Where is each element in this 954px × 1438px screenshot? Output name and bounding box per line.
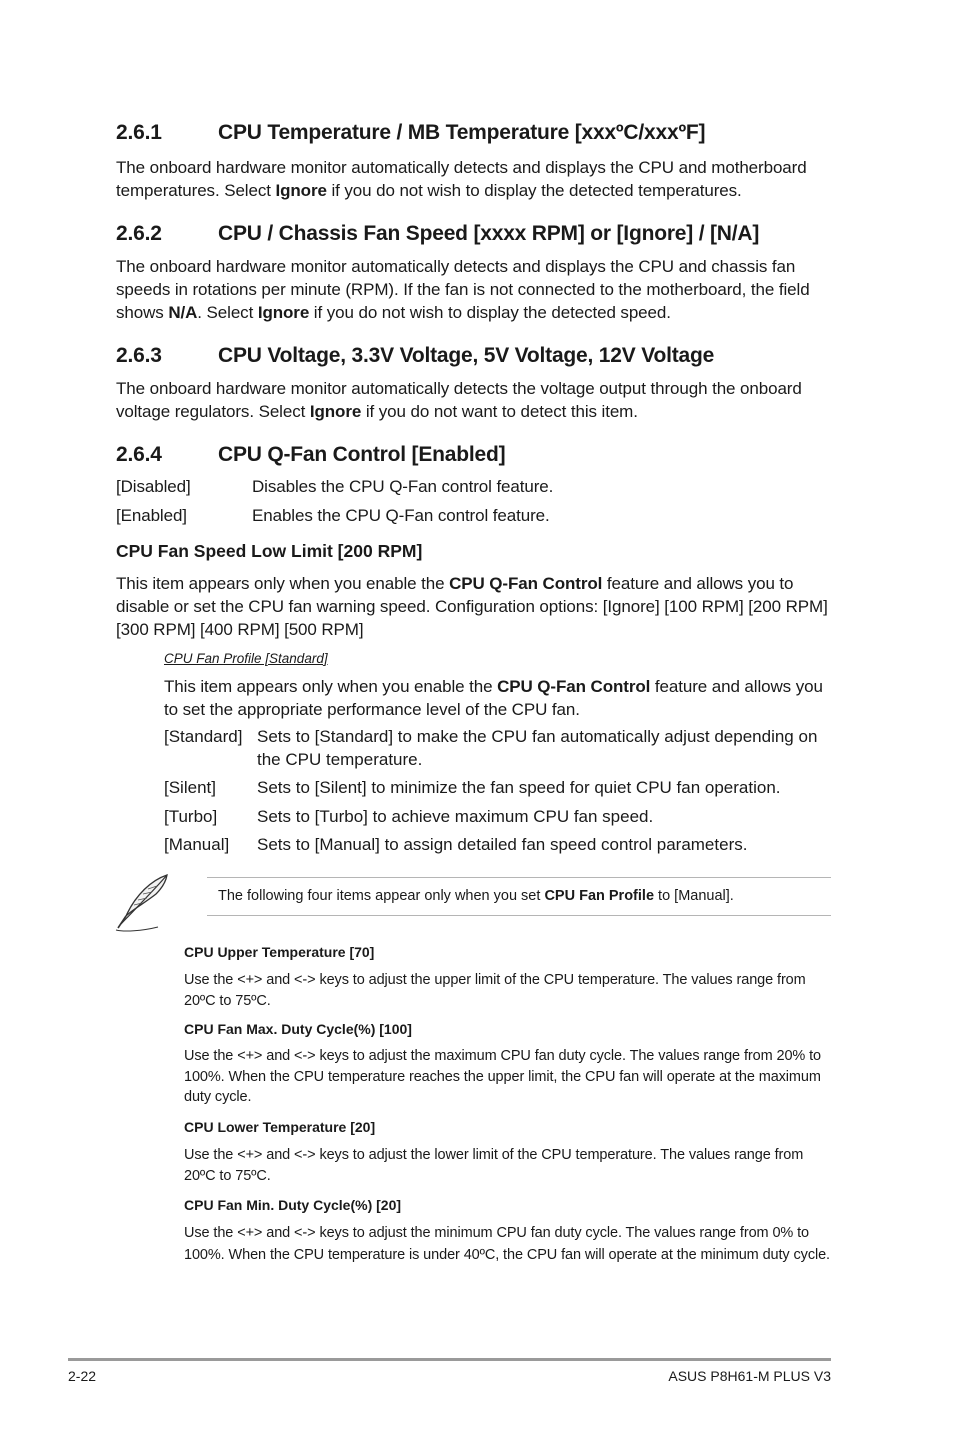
emphasis-fan-profile: CPU Fan Profile — [544, 888, 655, 904]
subsection-heading-low-limit: CPU Fan Speed Low Limit [200 RPM] — [116, 541, 423, 561]
subsection-body-low-limit — [116, 572, 836, 641]
body-text: feature and allows you to set the appropriate performance level of the CPU fan. — [164, 677, 823, 719]
body-text: This item appears only when you enable the — [116, 574, 450, 593]
option-desc-disabled: Disables the CPU Q-Fan control feature. — [252, 477, 554, 496]
feather-pen-icon — [112, 872, 174, 934]
note-body-text: The following four items appear only when you set — [218, 888, 545, 904]
section-title: CPU Voltage, 3.3V Voltage, 5V Voltage, 12V Voltage — [218, 344, 715, 367]
option-key: [Standard] — [164, 727, 243, 746]
option-key-disabled: [Disabled] — [116, 477, 191, 496]
body-text: The onboard hardware monitor automatically detects and displays the CPU and motherboard temperatures. Select — [116, 158, 807, 200]
note-body-text: to [Manual]. — [654, 888, 734, 904]
note-bottom-rule — [207, 915, 831, 916]
section-body-2-6-2 — [116, 255, 836, 324]
product-model: ASUS P8H61-M PLUS V3 — [668, 1368, 831, 1384]
emphasis-ignore: Ignore — [309, 402, 362, 421]
option-desc: Sets to [Silent] to minimize the fan speed for quiet CPU fan operation. — [257, 778, 781, 797]
section-body-2-6-3 — [116, 377, 836, 423]
manual-heading-max-duty: CPU Fan Max. Duty Cycle(%) [100] — [184, 1021, 412, 1037]
note-top-rule — [207, 877, 831, 878]
manual-heading-min-duty: CPU Fan Min. Duty Cycle(%) [20] — [184, 1197, 402, 1213]
profile-option-silent — [164, 776, 836, 799]
section-title: CPU / Chassis Fan Speed [xxxx RPM] or [Ignore] / [N/A] — [218, 222, 760, 245]
body-text: This item appears only when you enable the — [164, 677, 498, 696]
emphasis-na: N/A — [168, 303, 198, 322]
fan-profile-body — [164, 675, 836, 721]
body-text: The onboard hardware monitor automatically detects and displays the CPU and chassis fan speeds in rotations per minute (RPM). If the fan is not connected to the motherboard, the field shows — [116, 257, 810, 322]
section-number: 2.6.2 — [116, 222, 162, 245]
section-heading-2-6-4 — [116, 443, 505, 467]
emphasis-ignore: Ignore — [257, 303, 310, 322]
option-desc: Sets to [Manual] to assign detailed fan speed control parameters. — [257, 835, 748, 854]
manual-body-min-duty: Use the <+> and <-> keys to adjust the minimum CPU fan duty cycle. The values range from 0% to 100%. When the CPU temperature is under 40ºC, the CPU fan will operate at the minimum duty cycle. — [184, 1225, 830, 1263]
option-key-enabled: [Enabled] — [116, 506, 187, 525]
manual-body-max-duty: Use the <+> and <-> keys to adjust the maximum CPU fan duty cycle. The values range from 20% to 100%. When the CPU temperature reaches the upper limit, the CPU fan will operate at the maximum duty cycle. — [184, 1048, 822, 1105]
body-text: . Select — [197, 303, 258, 322]
profile-option-manual — [164, 833, 836, 856]
section-body-2-6-1 — [116, 156, 836, 202]
emphasis-ignore: Ignore — [275, 181, 327, 200]
manual-body-lower-temp: Use the <+> and <-> keys to adjust the lower limit of the CPU temperature. The values range from 20ºC to 75ºC. — [184, 1147, 804, 1184]
body-text: if you do not want to detect this item. — [361, 402, 638, 421]
manual-heading-lower-temp: CPU Lower Temperature [20] — [184, 1119, 376, 1135]
section-title: CPU Temperature / MB Temperature [xxxºC/xxxºF] — [218, 121, 706, 144]
option-key: [Manual] — [164, 835, 230, 854]
emphasis-qfan: CPU Q-Fan Control — [497, 677, 651, 696]
option-key: [Turbo] — [164, 807, 218, 826]
profile-option-turbo — [164, 805, 836, 828]
body-text: if you do not wish to display the detected temperatures. — [326, 181, 742, 200]
section-number: 2.6.1 — [116, 121, 162, 144]
page-number: 2-22 — [68, 1368, 97, 1384]
section-heading-2-6-1 — [116, 121, 705, 145]
section-number: 2.6.3 — [116, 344, 162, 367]
section-heading-2-6-2 — [116, 222, 759, 246]
body-text: The onboard hardware monitor automatically detects the voltage output through the onboard voltage regulators. Select — [116, 379, 802, 421]
option-key: [Silent] — [164, 778, 216, 797]
section-heading-2-6-3 — [116, 344, 714, 368]
manual-heading-upper-temp: CPU Upper Temperature [70] — [184, 944, 375, 960]
fan-profile-heading: CPU Fan Profile [Standard] — [164, 651, 328, 666]
emphasis-qfan: CPU Q-Fan Control — [449, 574, 603, 593]
option-desc-enabled: Enables the CPU Q-Fan control feature. — [252, 506, 550, 525]
option-desc: Sets to [Standard] to make the CPU fan automatically adjust depending on the CPU temperature. — [257, 727, 818, 769]
profile-option-standard — [164, 725, 836, 771]
section-title: CPU Q-Fan Control [Enabled] — [218, 443, 506, 466]
section-number: 2.6.4 — [116, 443, 162, 466]
option-desc: Sets to [Turbo] to achieve maximum CPU fan speed. — [257, 807, 654, 826]
footer-rule — [68, 1358, 831, 1361]
note-text — [218, 888, 734, 904]
manual-body-upper-temp: Use the <+> and <-> keys to adjust the upper limit of the CPU temperature. The values range from 20ºC to 75ºC. — [184, 972, 806, 1009]
body-text: feature and allows you to disable or set the CPU fan warning speed. Configuration options: [Ignore] [100 RPM] [200 RPM] [300 RPM] [400 RPM] [500 RPM] — [116, 574, 828, 639]
body-text: if you do not wish to display the detected speed. — [309, 303, 671, 322]
